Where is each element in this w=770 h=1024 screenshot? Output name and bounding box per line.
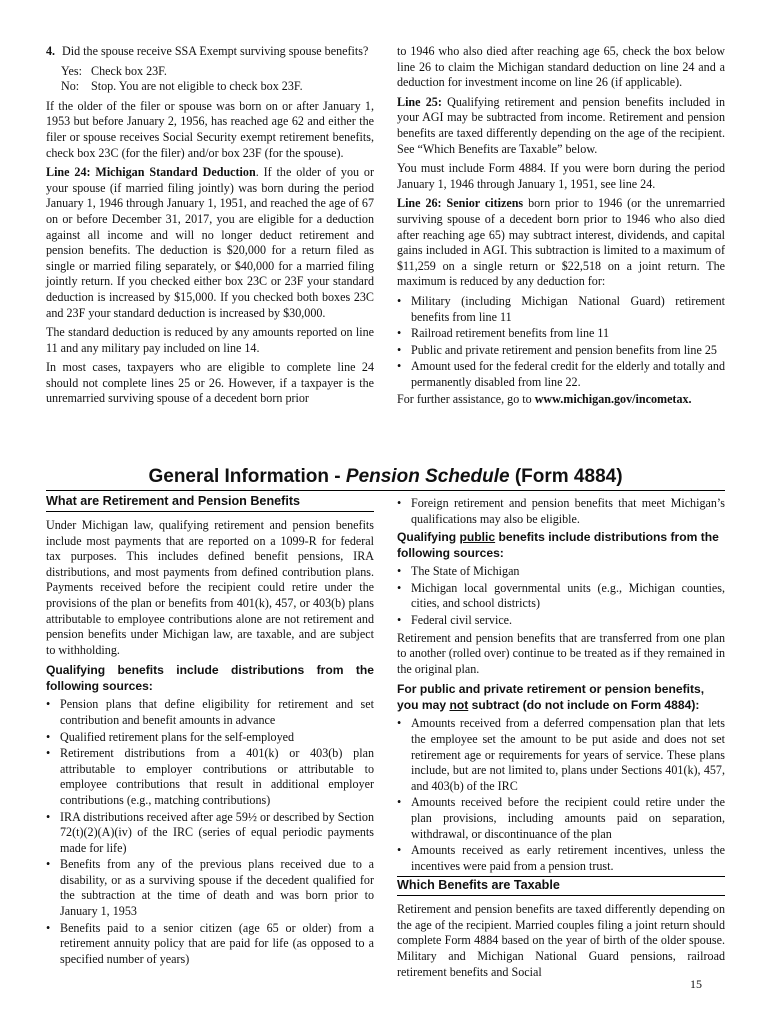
- paragraph-continued: to 1946 who also died after reaching age 65, check the box below line 26 to claim the Michigan standard deduction on line 24 and a deduction for investment income on line 26 (if applicable).: [397, 44, 725, 90]
- heading-what-are-benefits: What are Retirement and Pension Benefits: [46, 493, 374, 512]
- list-item: • Benefits from any of the previous plans received due to a disability, or as a surviving spouse if the decedent qualified for the subtraction at the time of death and was born prior to January 1, 1953: [46, 857, 374, 919]
- heading-qualifying-public: Qualifying public benefits include distributions from the following sources:: [397, 530, 719, 561]
- qualifying-sources-list: [46, 697, 374, 967]
- list-item: • IRA distributions received after age 59½ or described by Section 72(t)(2)(A)(iv) of the IRC (series of equal periodic payments made for life): [46, 810, 374, 857]
- list-item: • Amounts received as early retirement incentives, unless the incentives were paid from a pension trust.: [397, 843, 725, 874]
- list-item: • The State of Michigan: [397, 564, 725, 580]
- bottom-right-column: [397, 496, 725, 984]
- list-item: • Michigan local governmental units (e.g., Michigan counties, cities, and school districts): [397, 581, 725, 612]
- list-item: • Amounts received before the recipient could retire under the plan provisions, including amounts paid on separation, withdrawal, or discontinuance of the plan: [397, 795, 725, 842]
- paragraph-most-cases: In most cases, taxpayers who are eligible to complete line 24 should not complete lines 25 or 26. However, if a taxpayer is the unremarried surviving spouse of a decedent born prior: [46, 360, 374, 406]
- top-right-column: [397, 44, 725, 412]
- list-item: • Amounts received from a deferred compensation plan that lets the employee set the amount to be put aside and does not set retirement age or requirements for years of service. These plans include, but are not limited to, plans under Sections 401(k), 457, and 403(b) of the IRC: [397, 716, 725, 794]
- section-title: General Information - Pension Schedule (Form 4884): [148, 466, 623, 487]
- foreign-benefits-list: [397, 496, 725, 527]
- paragraph-form-4884: You must include Form 4884. If you were born during the period January 1, 1946 through January 1, 1951, see line 24.: [397, 161, 725, 191]
- list-item: • Public and private retirement and pension benefits from line 25: [397, 343, 725, 359]
- list-item: • Military (including Michigan National Guard) retirement benefits from line 11: [397, 294, 725, 325]
- question-4: 4. Did the spouse receive SSA Exempt surviving spouse benefits?: [46, 44, 369, 58]
- heading-may-not-subtract: For public and private retirement or pension benefits, you may not subtract (do not include on Form 4884):: [397, 682, 705, 713]
- paragraph-line-25: Line 25: Qualifying retirement and pension benefits included in your AGI may be subtracted from income. Retirement and pension benefits are taxed differently depending on the age of the recipient. See “Which Benefits are Taxable” below.: [397, 94, 725, 156]
- list-item: • Pension plans that define eligibility for retirement and set contribution and benefit amounts in advance: [46, 697, 374, 728]
- paragraph-deduction-reduced: The standard deduction is reduced by any amounts reported on line 11 and any military pay included on line 14.: [46, 325, 374, 355]
- further-assistance: For further assistance, go to www.michigan.gov/incometax.: [397, 392, 692, 407]
- paragraph-line-26: Line 26: Senior citizens born prior to 1946 (or the unremarried surviving spouse of a decedent born prior to 1946 who also died after reaching age 65) may subtract interest, dividends, and capital gains included in AGI. This subtraction is limited to a maximum of $11,259 on a single return or $22,518 on a joint return. The maximum is reduced by any deduction for:: [397, 196, 725, 289]
- deduction-list: [397, 294, 725, 391]
- paragraph-taxed-differently: Retirement and pension benefits are taxed differently depending on the age of the recipient. Married couples filing a joint return should complete Form 4884 based on the year of birth of the older spouse. Military and Michigan National Guard pensions, railroad retirement benefits and Social: [397, 902, 725, 979]
- answer-yes: Yes: Check box 23F.: [61, 63, 167, 78]
- not-subtractable-list: [397, 716, 725, 874]
- paragraph-line-24: Line 24: Michigan Standard Deduction. If the older of you or your spouse (if married filing jointly) was born during the period January 1, 1946 through January 1, 1951, and reached the age of 67 on or before December 31, 2017, you are eligible for a deduction against all income and will no longer deduct retirement and pension benefits. The deduction is $20,000 for a return filed as single or married filing separately, or $40,000 for a married filing jointly return. If you checked either box 23C or 23F your standard deduction is increased by $15,000. If you checked both boxes 23C and 23F your standard deduction is increased by $30,000.: [46, 165, 374, 320]
- top-left-column: [46, 44, 374, 411]
- bottom-left-column: [46, 493, 374, 969]
- michigan-income-tax-link[interactable]: www.michigan.gov/incometax.: [534, 392, 692, 407]
- list-item: • Retirement distributions from a 401(k) or 403(b) plan attributable to employer contributions or attributable to employee contributions that result in additional employer contributions (e.g., matching contributions): [46, 746, 374, 808]
- line-26-heading: Line 26: Senior citizens: [397, 196, 524, 211]
- paragraph-rolled-over: Retirement and pension benefits that are transferred from one plan to another (rolled over) continue to be treated as if they remained in the original plan.: [397, 630, 725, 676]
- list-item: • Amount used for the federal credit for the elderly and totally and permanently disabled from line 22.: [397, 359, 725, 390]
- title-divider: [46, 490, 725, 491]
- list-item: • Railroad retirement benefits from line 11: [397, 326, 725, 342]
- heading-qualifying-benefits: Qualifying benefits include distributions from the following sources:: [46, 663, 374, 694]
- paragraph-michigan-law: Under Michigan law, qualifying retirement and pension benefits include most payments that are reported on a 1099-R for federal tax purposes. This includes defined benefit pensions, IRA distributions, and most payments from defined contribution plans. Payments received before the recipient could retire under the provisions of the plan or benefits from 401(k), 457, or 403(b) plans attributable to employee contributions alone are not retirement and pension benefits under Michigan law, are taxable, and are subject to withholding.: [46, 518, 374, 657]
- list-item: • Federal civil service.: [397, 613, 725, 629]
- list-item: • Benefits paid to a senior citizen (age 65 or older) from a retirement annuity policy that are paid for life (as opposed to a specified number of years): [46, 921, 374, 968]
- list-item: • Foreign retirement and pension benefits that meet Michigan’s qualifications may also be eligible.: [397, 496, 725, 527]
- page-number: 15: [690, 977, 702, 991]
- line-25-heading: Line 25:: [397, 94, 442, 109]
- heading-which-benefits-taxable: Which Benefits are Taxable: [397, 876, 725, 896]
- answer-no: No: Stop. You are not eligible to check box 23F.: [61, 79, 303, 94]
- list-item: • Qualified retirement plans for the self-employed: [46, 730, 374, 746]
- line-24-heading: Line 24: Michigan Standard Deduction: [46, 165, 256, 180]
- public-sources-list: [397, 564, 725, 628]
- paragraph-older-filer: If the older of the filer or spouse was born on or after January 1, 1953 but before January 2, 1956, has reached age 62 and either the filer or spouse receives Social Security exempt retirement benefits, check box 23C (for the filer) and/or box 23F (for the spouse).: [46, 98, 374, 160]
